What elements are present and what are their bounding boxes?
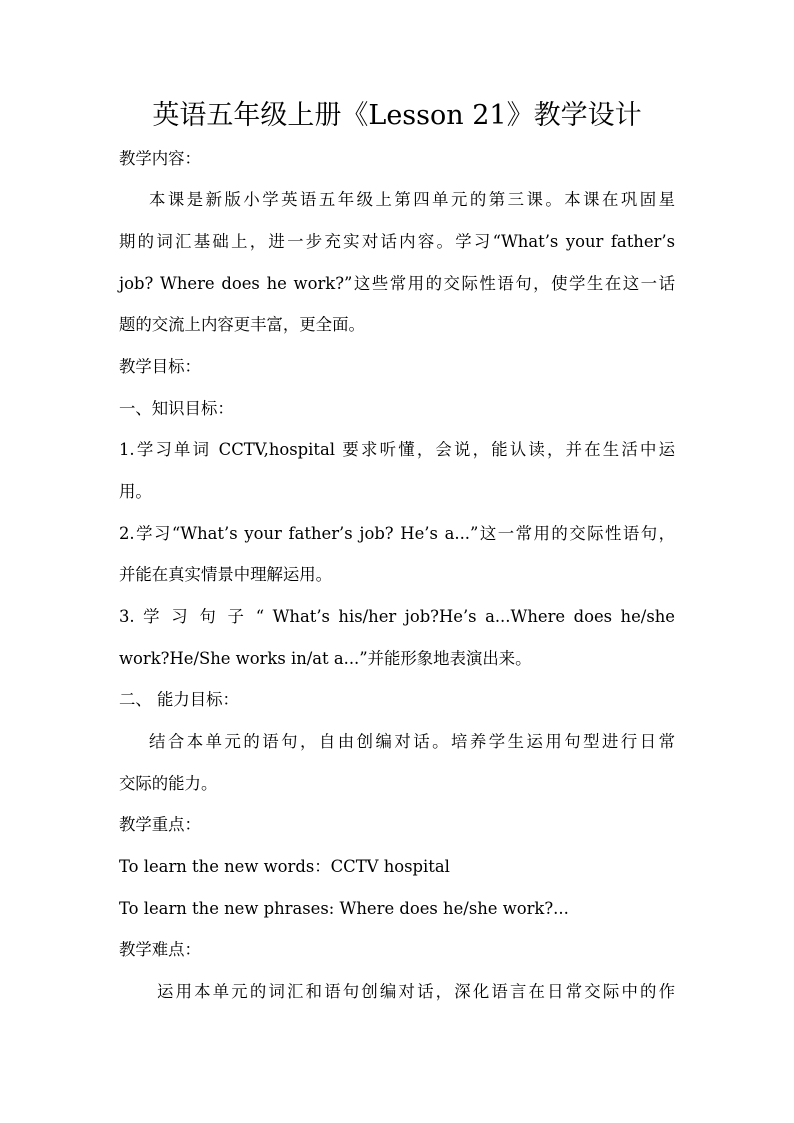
- list-item-1: 1.学习单词 CCTV,hospital 要求听懂，会说，能认读，并在生活中运: [119, 440, 675, 459]
- paragraph-line: 运用本单元的词汇和语句创编对话，深化语言在日常交际中的作: [157, 982, 675, 1001]
- list-item-2-cont: 并能在真实情景中理解运用。: [119, 565, 333, 584]
- paragraph-line: 本课是新版小学英语五年级上第四单元的第三课。本课在巩固星: [149, 190, 675, 209]
- list-item-3: 3. 学 习 句 子 “ What’s his/her job?He’s a...Where does he/she: [119, 607, 675, 626]
- paragraph-line: 交际的能力。: [119, 774, 218, 793]
- document-title: 英语五年级上册《Lesson 21》教学设计: [152, 100, 642, 131]
- list-item-2: 2.学习“What’s your father’s job? He’s a...”这一常用的交际性语句，: [119, 524, 675, 543]
- heading-ability-goals: 二、 能力目标：: [119, 690, 239, 709]
- paragraph-line: 题的交流上内容更丰富，更全面。: [119, 315, 365, 334]
- key-point-words: To learn the new words：CCTV hospital: [119, 857, 450, 876]
- heading-key-points: 教学重点：: [119, 815, 201, 834]
- list-item-1-cont: 用。: [119, 482, 152, 501]
- heading-difficult-points: 教学难点：: [119, 940, 201, 959]
- paragraph-line: 期的词汇基础上，进一步充实对话内容。学习“What’s your father’s: [119, 232, 675, 251]
- paragraph-line: 结合本单元的语句，自由创编对话。培养学生运用句型进行日常: [149, 732, 675, 751]
- key-point-phrases: To learn the new phrases: Where does he/she work?...: [119, 899, 569, 918]
- list-item-3-cont: work?He/She works in/at a...”并能形象地表演出来。: [119, 649, 532, 668]
- heading-teaching-goals: 教学目标：: [119, 357, 201, 376]
- heading-knowledge-goals: 一、知识目标：: [119, 399, 234, 418]
- paragraph-line: job? Where does he work?”这些常用的交际性语句，使学生在这一话: [119, 274, 675, 293]
- heading-teaching-content: 教学内容：: [119, 149, 201, 168]
